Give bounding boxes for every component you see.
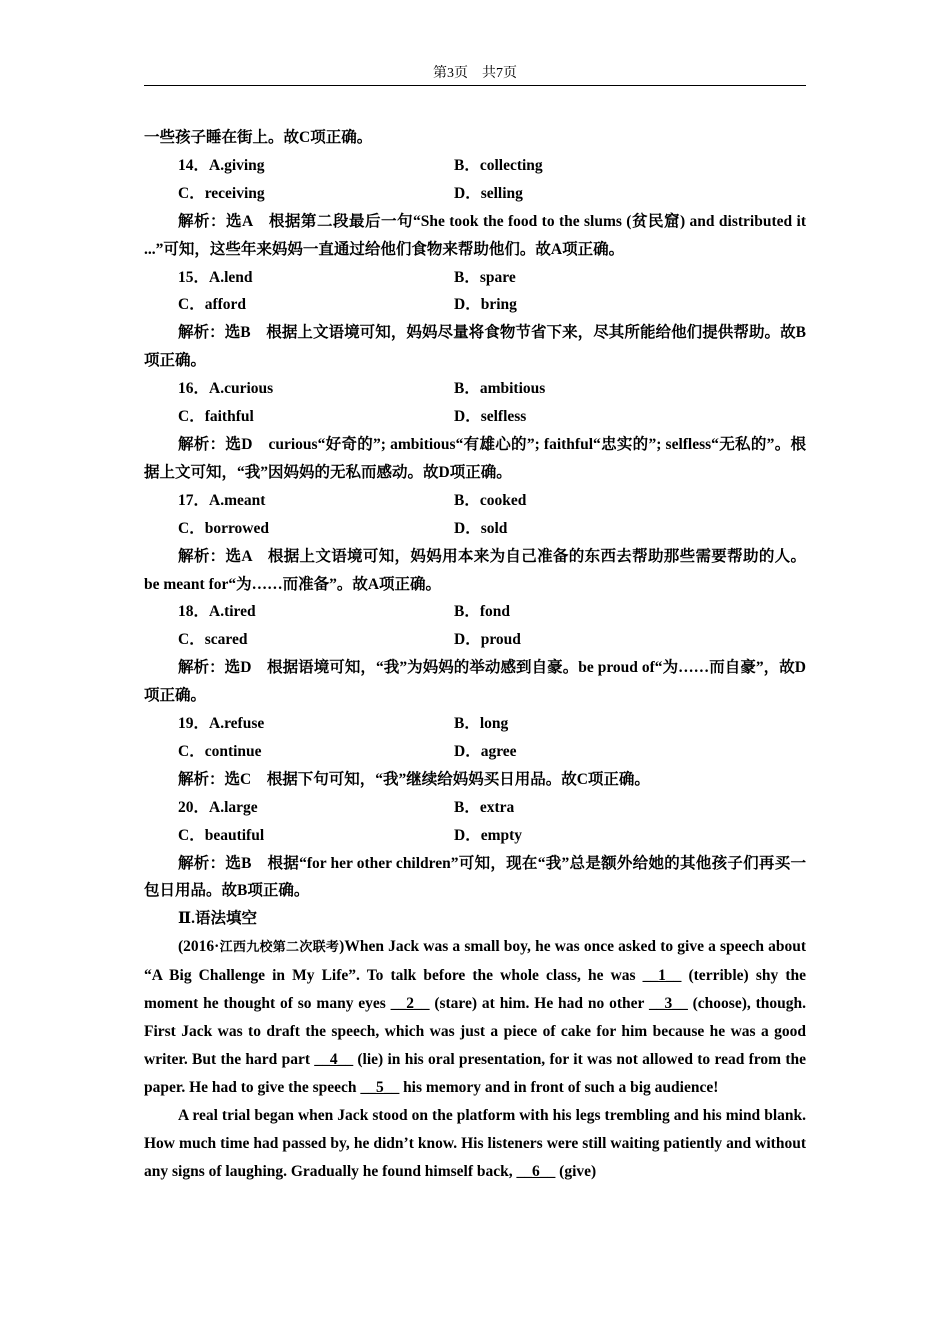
q20-options-row2	[144, 822, 806, 850]
q14-option-d: D．selling	[454, 184, 523, 202]
q17-options-row2	[144, 515, 806, 543]
q19-option-c: C．continue	[178, 742, 262, 760]
q14-option-c: C．receiving	[178, 184, 265, 202]
q18-option-d: D．proud	[454, 631, 521, 649]
q20-analysis: 解析：选B 根据“for her other children”可知，现在“我”总是额外给她的其他孩子们再买一包日用品。故B项正确。	[144, 854, 806, 900]
q14-options-row1	[144, 152, 806, 180]
q18-options-row2	[144, 626, 806, 654]
q18-option-b: B．fond	[454, 603, 510, 621]
q17-option-c: C．borrowed	[178, 519, 269, 537]
q15-option-c: C．afford	[178, 296, 247, 314]
passage-text: his memory and in front of such a big audience!	[399, 1078, 719, 1096]
q18-option-c: C．scared	[178, 631, 248, 649]
q17-analysis: 解析：选A 根据上文语境可知，妈妈用本来为自己准备的东西去帮助那些需要帮助的人。be meant for“为……而准备”。故A项正确。	[144, 547, 806, 593]
q20-option-c: C．beautiful	[178, 826, 265, 844]
q19-option-b: B．long	[454, 715, 509, 733]
passage-paragraph-1	[144, 933, 806, 1101]
q20-option-b: B．extra	[454, 798, 515, 816]
q16-option-a: 16．A.curious	[178, 380, 274, 398]
q13-analysis-tail: 一些孩子睡在街上。故C项正确。	[144, 129, 373, 146]
passage-text: When Jack was a small boy, he was once asked to give a speech about “A Big Challenge in My Life”. To talk before the whole class, he was	[144, 938, 806, 985]
q16-options-row1	[144, 375, 806, 403]
q15-options-row2	[144, 291, 806, 319]
passage-paragraph-2	[144, 1102, 806, 1186]
page-content	[144, 124, 806, 1185]
q18-option-a: 18．A.tired	[178, 603, 256, 621]
q19-option-d: D．agree	[454, 742, 517, 760]
document-page	[144, 64, 806, 1185]
q17-options-row1	[144, 487, 806, 515]
passage-text: (give)	[555, 1162, 597, 1180]
q18-options-row1	[144, 598, 806, 626]
q19-analysis: 解析：选C 根据下句可知，“我”继续给妈妈买日用品。故C项正确。	[178, 770, 650, 788]
blank-1: __1__	[642, 967, 682, 985]
passage-source-name: 江西九校第二次联考	[219, 940, 340, 956]
q15-analysis: 解析：选B 根据上文语境可知，妈妈尽量将食物节省下来，尽其所能给他们提供帮助。故B项正确。	[144, 324, 806, 370]
q15-option-d: D．bring	[454, 296, 517, 314]
q19-options-row1	[144, 710, 806, 738]
q20-option-a: 20．A.large	[178, 798, 258, 816]
passage-text: (stare) at him. He had no other	[429, 995, 650, 1013]
q17-option-a: 17．A.meant	[178, 491, 266, 509]
blank-6: __6__	[516, 1162, 556, 1180]
passage-source-close: )	[339, 938, 345, 956]
q14-option-b: B．collecting	[454, 156, 543, 174]
q15-options-row1	[144, 264, 806, 292]
q17-option-d: D．sold	[454, 519, 508, 537]
q14-analysis: 解析：选A 根据第二段最后一句“She took the food to the slums (贫民窟) and distributed it ...”可知，这些年来妈妈一直通过给他们食物来帮助他们。故A项正确。	[144, 212, 806, 258]
passage-text: A real trial began when Jack stood on the platform with his legs trembling and his mind blank. How much time had passed by, he didn’t know. His listeners were still waiting patiently and without any signs of laughing. Gradually he found himself back,	[144, 1106, 806, 1180]
q14-option-a: 14．A.giving	[178, 156, 265, 174]
q14-options-row2	[144, 180, 806, 208]
q20-option-d: D．empty	[454, 826, 523, 844]
q15-option-b: B．spare	[454, 268, 516, 286]
q20-options-row1	[144, 794, 806, 822]
blank-5: __5__	[360, 1078, 400, 1096]
q16-option-c: C．faithful	[178, 408, 254, 426]
q18-analysis: 解析：选D 根据语境可知，“我”为妈妈的举动感到自豪。be proud of“为……而自豪”，故D项正确。	[144, 659, 806, 705]
q16-options-row2	[144, 403, 806, 431]
section-title: Ⅱ.语法填空	[178, 910, 257, 928]
q19-option-a: 19．A.refuse	[178, 715, 265, 733]
page-header: 第3页 共7页	[144, 64, 806, 86]
passage-text: (lie) in his oral presentation, for it was not allowed to read from the paper. He had to give the speech	[144, 1050, 806, 1096]
passage-text: (terrible) shy the moment he thought of so many eyes	[144, 967, 806, 1013]
q16-option-b: B．ambitious	[454, 380, 546, 398]
q15-option-a: 15．A.lend	[178, 268, 253, 286]
q19-options-row2	[144, 738, 806, 766]
passage-text: (choose), though. First Jack was to draft the speech, which was just a piece of cake for him because he was a good writer. But the hard part	[144, 995, 806, 1068]
q17-option-b: B．cooked	[454, 491, 527, 509]
blank-3: __3__	[649, 995, 688, 1013]
blank-4: __4__	[314, 1050, 354, 1068]
q16-analysis: 解析：选D curious“好奇的”; ambitious“有雄心的”; faithful“忠实的”; selfless“无私的”。根据上文可知，“我”因妈妈的无私而感动。故D项正确。	[144, 435, 806, 481]
q16-option-d: D．selfless	[454, 408, 527, 426]
passage-source-open: (2016·	[178, 938, 220, 956]
blank-2: __2__	[390, 995, 430, 1013]
